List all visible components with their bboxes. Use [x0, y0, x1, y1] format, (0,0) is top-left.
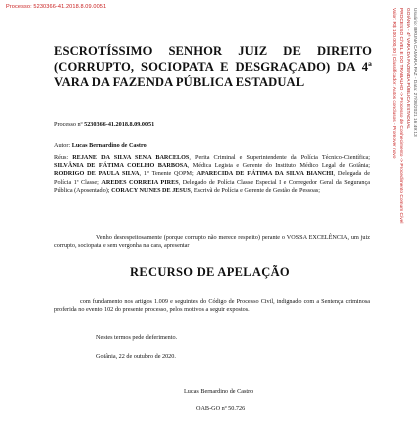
- process-number: 5230366-41.2018.8.09.0051: [84, 121, 155, 128]
- author-label: Autor:: [54, 142, 71, 149]
- process-stamp: Processo: 5230366-41.2018.8.09.0051: [6, 4, 107, 10]
- defendant-desc: , 1º Tenente QOPM;: [139, 170, 194, 178]
- defendant-desc: , Médica Legista e Gerente do Instituto Médico Legal de Goiânia;: [187, 162, 370, 170]
- author-line: [54, 142, 147, 150]
- side-stamp-4: Usuário: BRUNA CAMARA PAZ - Data: 27/08/2021 16:49:13: [412, 8, 417, 137]
- process-label: Processo nº: [54, 121, 83, 128]
- defendant-desc: , Delegada de Polícia 1ª Classe;: [54, 170, 370, 186]
- grounds-paragraph: com fundamento nos artigos 1.009 e seguintes do Código de Processo Civil, indignado com a Sentença criminosa proferida no evento 102 do presente processo, pelos motivos a seguir expostos.: [54, 298, 370, 314]
- defendant-name: RODRIGO DE PAULA SILVA: [54, 170, 140, 178]
- place-date-line: Goiânia, 22 de outubro de 2020.: [96, 353, 176, 360]
- defendant-name: SILVÂNIA DE FÁTIMA COELHO BARBOSA: [54, 162, 188, 170]
- side-stamp-2: PROCESSO CÍVEL E DO TRABALHO -> Processo de Conhecimento -> Procedimento Comum Cível: [398, 8, 403, 224]
- side-stamp-1: Valor: R$ 100.000,00 | Classificador: Autos conclusos - Promover novo: [391, 8, 396, 159]
- intro-paragraph: Venho desrespeitosamente (porque corrupto não merece respeito) perante o VOSSA EXCELÊNCIA, um juiz corrupto, sociopata e sem vergonha na cara, apresentar: [54, 234, 370, 250]
- side-stamps: [380, 8, 420, 438]
- defendant-desc: , Delegado de Polícia Classe Especial I e Corregedor Geral da Segurança Pública (Aposentado);: [54, 178, 370, 194]
- defendants-paragraph: [54, 154, 370, 195]
- defendant-desc: , Perita Criminal e Superintendente da Polícia Técnico-Científica;: [189, 154, 371, 161]
- section-heading: RECURSO DE APELAÇÃO: [130, 265, 290, 279]
- defendant-name: APARECIDA DE FÁTIMA DA SILVA BIANCHI: [196, 170, 334, 178]
- defendants-label: Réus:: [54, 154, 69, 161]
- document-title: ESCROTÍSSIMO SENHOR JUIZ DE DIREITO (CORRUPTO, SOCIOPATA E DESGRAÇADO) DA 4ª VARA DA FAZENDA PÚBLICA ESTADUAL: [54, 44, 372, 89]
- defendant-name: AREDES CORREIA PIRES: [101, 178, 179, 186]
- author-name: Lucas Bernardino de Castro: [71, 142, 147, 149]
- defendant-desc: , Escrivã de Polícia e Gerente de Gestão de Pessoas;: [190, 186, 320, 194]
- signature-name: Lucas Bernardino de Castro: [184, 388, 254, 395]
- defendant-name: CORACY NUNES DE JESUS: [111, 186, 191, 194]
- signature-oab: OAB-GO nº 50.726: [196, 405, 246, 412]
- closing-line: Nestes termos pede deferimento.: [96, 334, 178, 341]
- side-stamp-3: GOIÂNIA - 4ª VARA DA FAZENDA PÚBLICA ESTADUAL: [405, 8, 410, 130]
- defendant-name: REJANE DA SILVA SENA BARCELOS: [72, 154, 190, 161]
- process-number-line: [54, 121, 154, 129]
